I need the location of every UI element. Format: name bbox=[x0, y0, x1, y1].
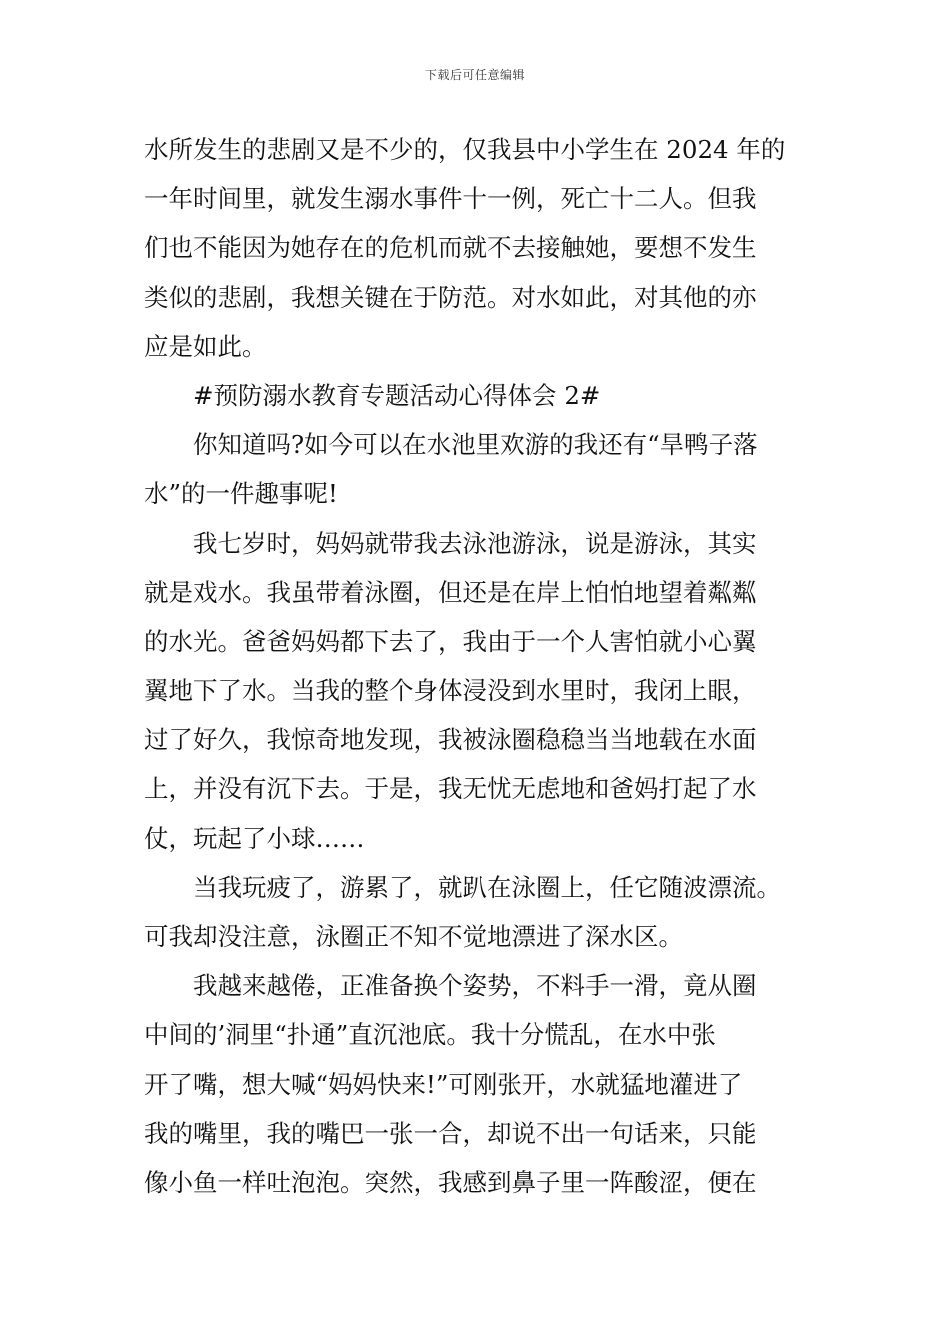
text-line: 就是戏水。我虽带着泳圈，但还是在岸上怕怕地望着粼粼 bbox=[144, 577, 757, 607]
text-line: 中间的’洞里“扑通”直沉池底。我十分慌乱，在水中张 bbox=[144, 1020, 716, 1050]
text-line: 类似的悲剧，我想关键在于防范。对水如此，对其他的亦 bbox=[144, 282, 757, 312]
text-line: 水所发生的悲剧又是不少的，仅我县中小学生在 2024 年的 bbox=[144, 135, 786, 164]
text-line: 我越来越倦，正准备换个姿势，不料手一滑，竟从圈 bbox=[193, 971, 757, 1001]
section-heading: #预防溺水教育专题活动心得体会 2# bbox=[193, 380, 601, 410]
text-line: 开了嘴，想大喊“妈妈快来!”可刚张开，水就猛地灌进了 bbox=[144, 1069, 743, 1099]
text-line: 我七岁时，妈妈就带我去泳池游泳，说是游泳，其实 bbox=[193, 528, 757, 558]
document-body bbox=[144, 125, 814, 1207]
text-line: 当我玩疲了，游累了，就趴在泳圈上，任它随波漂流。 bbox=[193, 872, 781, 902]
text-line: 我的嘴里，我的嘴巴一张一合，却说不出一句话来，只能 bbox=[144, 1118, 757, 1148]
text-line: 翼地下了水。当我的整个身体浸没到水里时，我闭上眼， bbox=[144, 676, 757, 706]
text-line: 过了好久，我惊奇地发现，我被泳圈稳稳当当地载在水面 bbox=[144, 725, 757, 755]
text-line: 们也不能因为她存在的危机而就不去接触她，要想不发生 bbox=[144, 233, 757, 263]
text-line: 的水光。爸爸妈妈都下去了，我由于一个人害怕就小心翼 bbox=[144, 626, 757, 656]
text-line: 上，并没有沉下去。于是，我无忧无虑地和爸妈打起了水 bbox=[144, 774, 757, 804]
text-line: 像小鱼一样吐泡泡。突然，我感到鼻子里一阵酸涩，便在 bbox=[144, 1167, 757, 1197]
text-line: 应是如此。 bbox=[144, 331, 267, 361]
text-line: 一年时间里，就发生溺水事件十一例，死亡十二人。但我 bbox=[144, 184, 757, 214]
text-line: 仗，玩起了小球…… bbox=[144, 823, 365, 853]
text-line: 可我却没注意，泳圈正不知不觉地漂进了深水区。 bbox=[144, 922, 683, 951]
text-line: 水”的一件趣事呢! bbox=[144, 479, 338, 509]
page-header: 下载后可任意编辑 bbox=[424, 68, 525, 82]
text-line: 你知道吗?如今可以在水池里欢游的我还有“旱鸭子落 bbox=[193, 430, 758, 460]
